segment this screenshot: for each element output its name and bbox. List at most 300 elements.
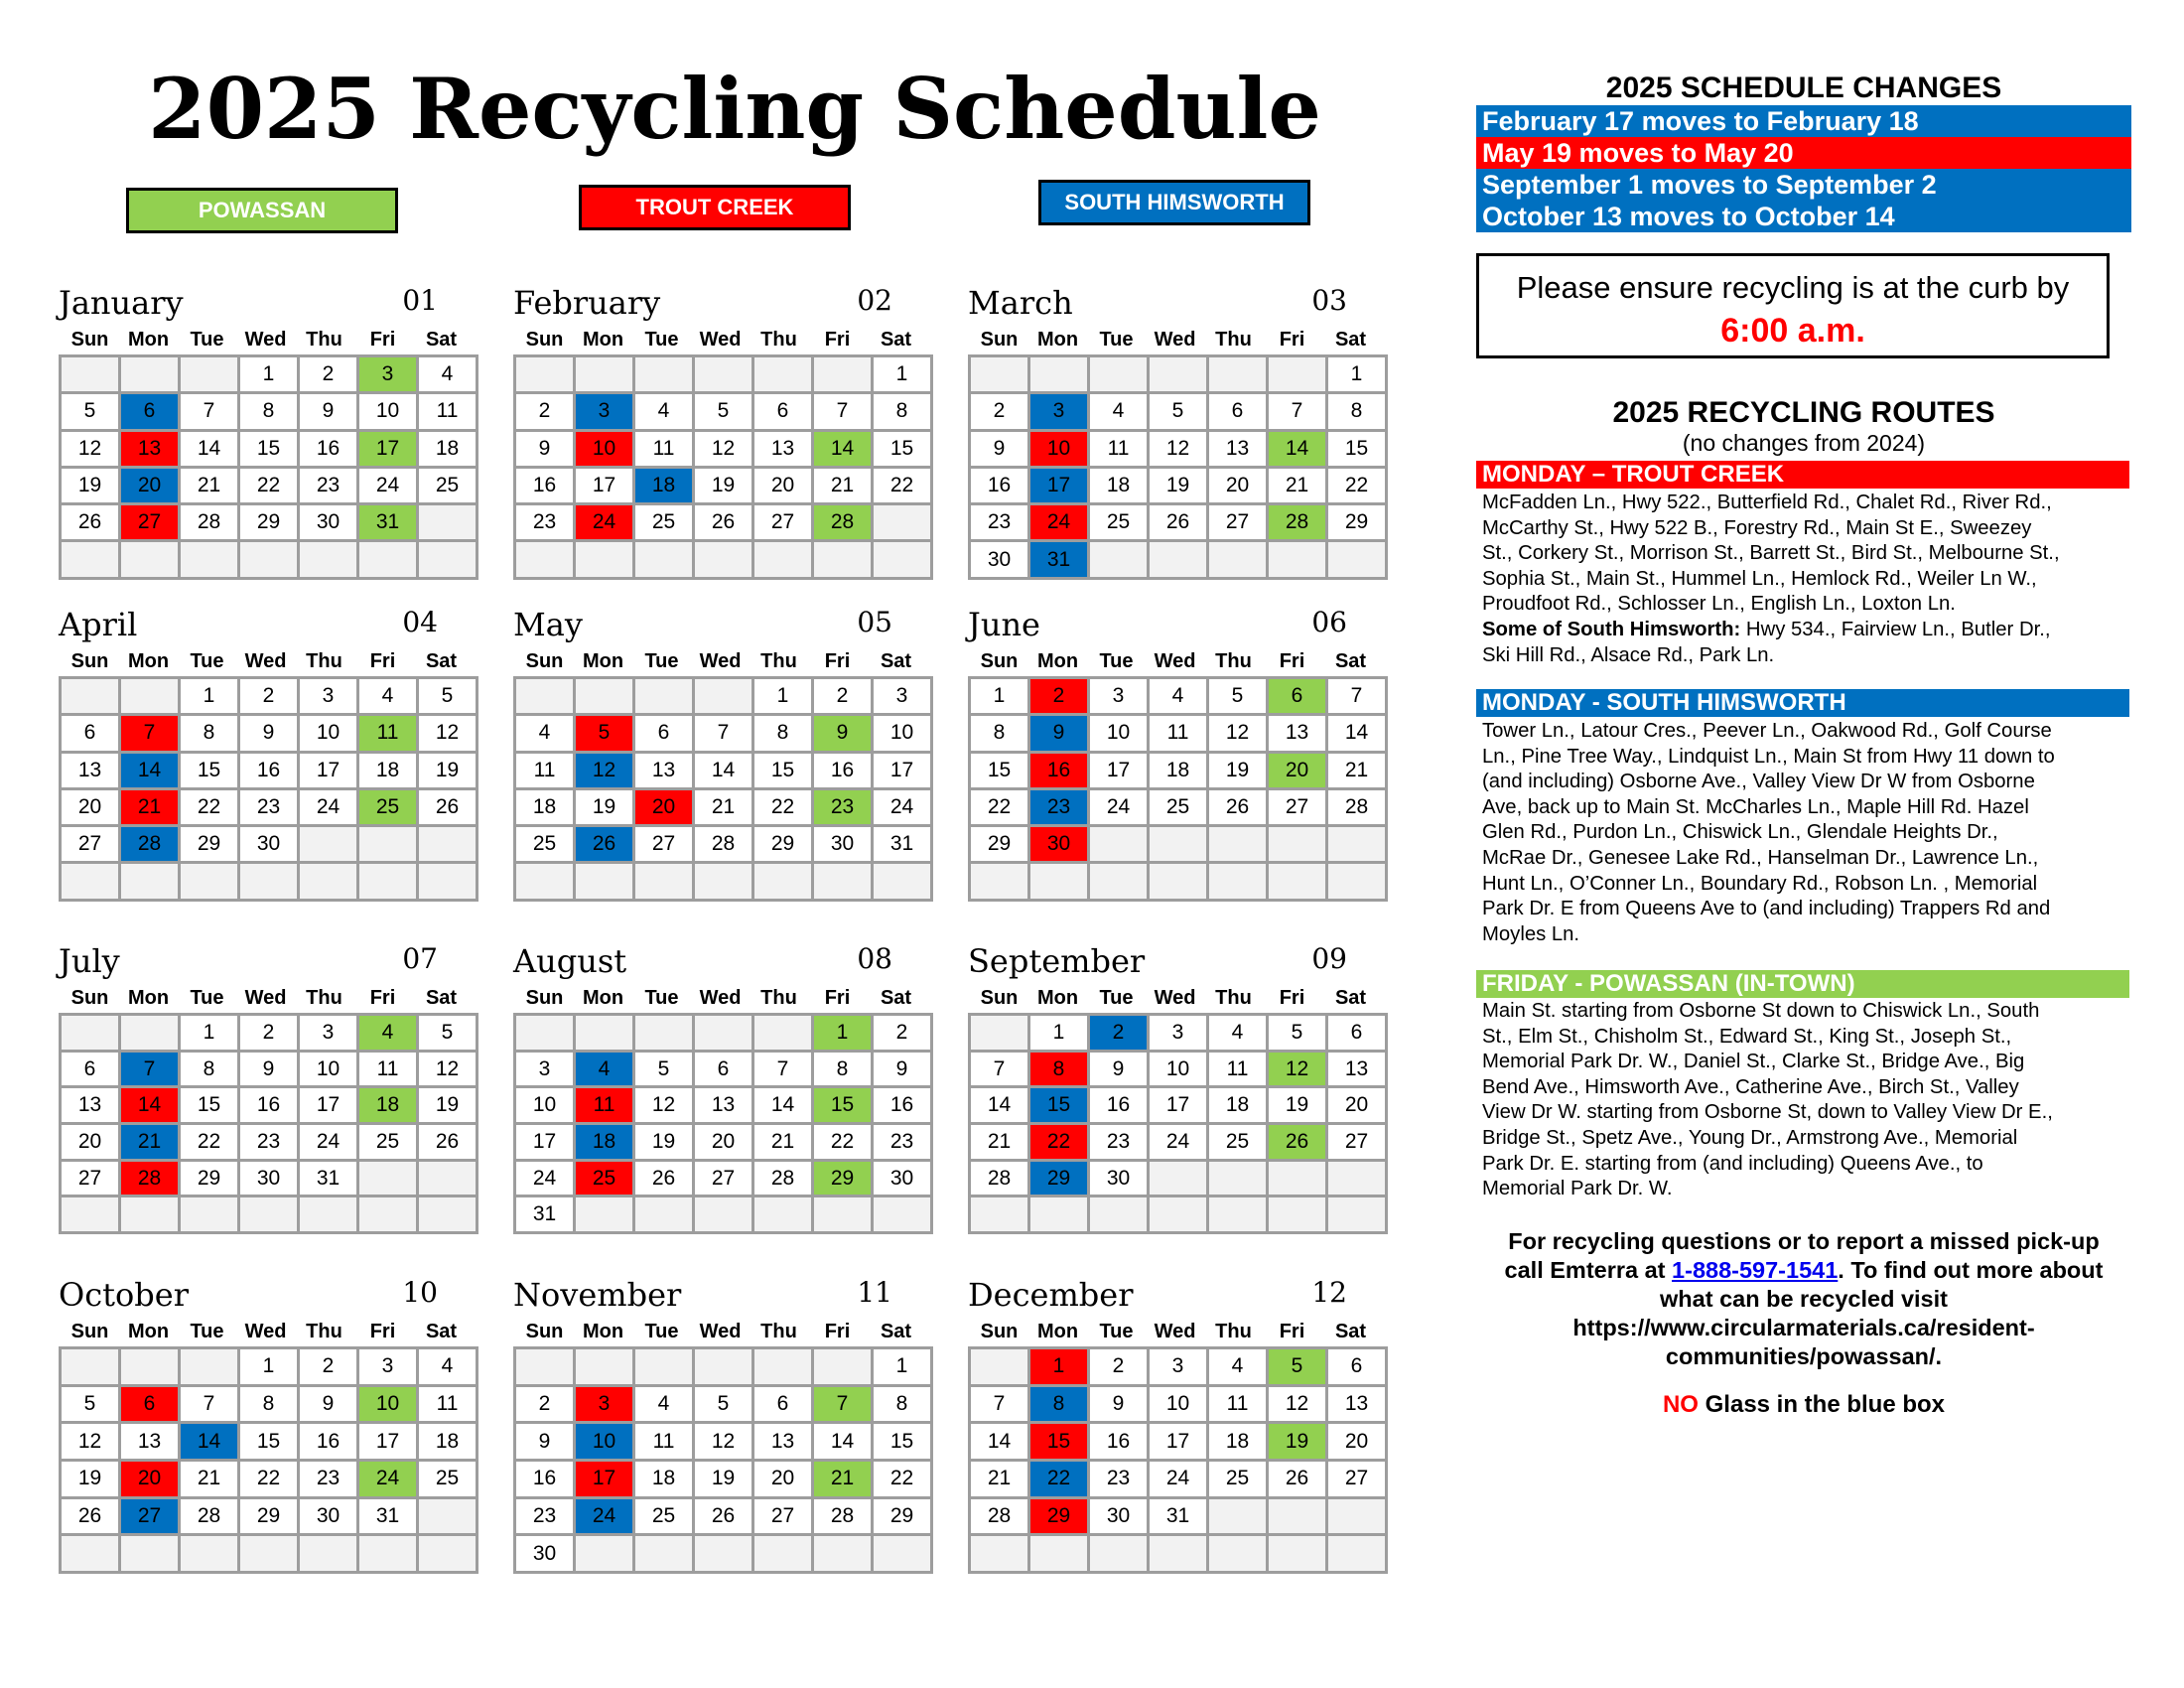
weekday-header (61, 325, 478, 354)
day-cell: 8 (814, 1053, 871, 1086)
day-cell: 13 (121, 1424, 178, 1459)
day-cell: 12 (695, 1424, 751, 1459)
empty-cell (576, 679, 632, 713)
empty-cell (359, 864, 416, 898)
day-cell: 23 (971, 505, 1027, 539)
day-cell: 5 (1269, 1349, 1325, 1384)
day-cell: 19 (1269, 1088, 1325, 1122)
day-cell: 16 (240, 754, 297, 787)
month-march (968, 281, 1387, 580)
routes-title: 2025 RECYCLING ROUTES (1612, 396, 1995, 429)
glass-notice (1476, 1390, 2131, 1420)
day-cell: 16 (874, 1088, 930, 1122)
day-cell: 20 (1328, 1088, 1385, 1122)
day-cell: 2 (1030, 679, 1087, 713)
weekday-label: Sun (980, 650, 1019, 672)
day-cell: 8 (754, 716, 811, 750)
contact-line: communities/powassan/. (1665, 1343, 1943, 1369)
empty-cell (814, 1197, 871, 1231)
day-cell: 11 (419, 1387, 476, 1422)
day-cell: 22 (814, 1125, 871, 1159)
day-cell: 1 (874, 1349, 930, 1384)
day-cell: 28 (971, 1499, 1027, 1534)
weekday-label: Sat (880, 987, 912, 1009)
day-cell: 4 (1150, 679, 1206, 713)
weekday-label: Mon (1036, 650, 1079, 672)
day-cell: 2 (300, 1349, 356, 1384)
day-cell: 3 (1090, 679, 1147, 713)
day-cell: 2 (814, 679, 871, 713)
weekday-label: Sat (1334, 650, 1367, 672)
day-cell: 27 (754, 1499, 811, 1534)
weekday-label: Mon (127, 650, 170, 672)
day-cell: 16 (1090, 1424, 1147, 1459)
day-cell: 4 (1209, 1349, 1266, 1384)
day-cell: 25 (635, 505, 692, 539)
month-number: 02 (857, 284, 892, 317)
day-cell: 31 (1030, 542, 1087, 576)
weekday-label: Sun (525, 987, 564, 1009)
empty-cell (62, 1016, 118, 1050)
day-cell: 20 (754, 1462, 811, 1496)
empty-cell (359, 542, 416, 576)
day-cell: 9 (240, 716, 297, 750)
empty-cell (754, 542, 811, 576)
day-cell: 19 (62, 469, 118, 502)
day-cell: 1 (754, 679, 811, 713)
empty-cell (359, 827, 416, 861)
empty-cell (1209, 1197, 1266, 1231)
day-cell: 20 (635, 790, 692, 824)
day-cell: 15 (1328, 432, 1385, 466)
month-grid (513, 1346, 933, 1574)
schedule-change-row: October 13 moves to October 14 (1476, 201, 2131, 232)
empty-cell (1269, 1197, 1325, 1231)
day-cell: 11 (635, 1424, 692, 1459)
day-cell: 13 (62, 754, 118, 787)
month-name: January (59, 284, 184, 322)
day-cell: 2 (300, 357, 356, 391)
day-cell: 5 (695, 394, 751, 428)
empty-cell (1030, 357, 1087, 391)
day-cell: 25 (1209, 1125, 1266, 1159)
empty-cell (300, 864, 356, 898)
empty-cell (1150, 1197, 1206, 1231)
month-name: May (513, 606, 583, 643)
weekday-label: Sun (525, 650, 564, 672)
month-header (513, 939, 932, 983)
empty-cell (516, 1349, 573, 1384)
day-cell: 14 (181, 432, 237, 466)
day-cell: 3 (1150, 1349, 1206, 1384)
day-cell: 29 (181, 1162, 237, 1196)
routes-subtitle: (no changes from 2024) (1682, 430, 1926, 456)
day-cell: 18 (1090, 469, 1147, 502)
empty-cell (576, 864, 632, 898)
month-name: August (513, 942, 627, 980)
day-cell: 23 (516, 1499, 573, 1534)
schedule-changes-title: 2025 SCHEDULE CHANGES (1605, 71, 2002, 104)
day-cell: 9 (874, 1053, 930, 1086)
day-cell: 20 (62, 1125, 118, 1159)
day-cell: 12 (62, 1424, 118, 1459)
month-grid (968, 354, 1388, 580)
empty-cell (1269, 864, 1325, 898)
day-cell: 26 (1150, 505, 1206, 539)
day-cell: 19 (576, 790, 632, 824)
day-cell: 19 (419, 754, 476, 787)
day-cell: 10 (1150, 1387, 1206, 1422)
month-name: March (968, 284, 1073, 322)
route-line: Ski Hill Rd., Alsace Rd., Park Ln. (1482, 643, 1775, 666)
weekday-label: Mon (127, 329, 170, 351)
day-cell: 24 (1150, 1462, 1206, 1496)
empty-cell (635, 357, 692, 391)
day-cell: 21 (1328, 754, 1385, 787)
route-line: Sophia St., Main St., Hummel Ln., Hemlock Rd., Weiler Ln W., (1482, 567, 2037, 590)
day-cell: 22 (971, 790, 1027, 824)
empty-cell (695, 864, 751, 898)
weekday-label: Wed (1154, 329, 1196, 351)
day-cell: 9 (300, 394, 356, 428)
empty-cell (1090, 1536, 1147, 1571)
day-cell: 27 (1209, 505, 1266, 539)
route-line: View Dr W. starting from Osborne St, down to Valley View Dr E., (1482, 1101, 2053, 1124)
day-cell: 23 (814, 790, 871, 824)
month-name: April (59, 606, 138, 643)
month-name: July (59, 942, 120, 980)
day-cell: 31 (516, 1197, 573, 1231)
weekday-label: Sat (880, 1321, 912, 1342)
day-cell: 21 (181, 1462, 237, 1496)
day-cell: 23 (1090, 1125, 1147, 1159)
empty-cell (1328, 827, 1385, 861)
day-cell: 26 (576, 827, 632, 861)
day-cell: 24 (516, 1162, 573, 1196)
day-cell: 15 (874, 432, 930, 466)
day-cell: 14 (695, 754, 751, 787)
empty-cell (635, 864, 692, 898)
weekday-label: Tue (190, 650, 224, 672)
empty-cell (576, 1016, 632, 1050)
empty-cell (181, 1349, 237, 1384)
weekday-label: Sat (880, 329, 912, 351)
empty-cell (419, 1197, 476, 1231)
day-cell: 6 (635, 716, 692, 750)
day-cell: 25 (359, 790, 416, 824)
day-cell: 30 (516, 1536, 573, 1571)
empty-cell (1150, 1536, 1206, 1571)
glass-no: NO (1662, 1391, 1699, 1418)
day-cell: 3 (1030, 394, 1087, 428)
day-cell: 16 (516, 469, 573, 502)
day-cell: 4 (359, 679, 416, 713)
month-september (968, 939, 1387, 1234)
day-cell: 8 (1328, 394, 1385, 428)
month-name: February (513, 284, 661, 322)
day-cell: 24 (576, 505, 632, 539)
weekday-label: Fri (369, 987, 396, 1009)
route-line: St., Elm St., Chisholm St., Edward St., King St., Joseph St., (1482, 1025, 2012, 1048)
empty-cell (576, 542, 632, 576)
day-cell: 7 (181, 394, 237, 428)
weekday-header (515, 983, 932, 1013)
empty-cell (121, 679, 178, 713)
route-line: Ave, back up to Main St. McCharles Ln., Maple Hill Rd. Hazel (1482, 795, 2029, 818)
route-bold-label: Some of South Himsworth: (1482, 618, 1741, 640)
schedule-changes-list (1476, 105, 2131, 232)
contact-line: what can be recycled visit (1660, 1286, 1948, 1312)
empty-cell (635, 1536, 692, 1571)
weekday-label: Tue (190, 987, 224, 1009)
month-name: September (968, 942, 1146, 980)
day-cell: 16 (971, 469, 1027, 502)
day-cell: 21 (695, 790, 751, 824)
day-cell: 26 (1269, 1462, 1325, 1496)
day-cell: 6 (754, 1387, 811, 1422)
weekday-label: Sat (425, 1321, 458, 1342)
day-cell: 6 (121, 394, 178, 428)
contact-line: https://www.circularmaterials.ca/resident- (1572, 1315, 2035, 1340)
day-cell: 5 (62, 1387, 118, 1422)
route-heading-south-himsworth: MONDAY - SOUTH HIMSWORTH (1476, 689, 2129, 717)
day-cell: 28 (121, 827, 178, 861)
weekday-label: Fri (1279, 987, 1305, 1009)
empty-cell (1090, 864, 1147, 898)
weekday-label: Wed (244, 650, 287, 672)
day-cell: 29 (1328, 505, 1385, 539)
route-line: (and including) Osborne Ave., Valley View Dr W from Osborne (1482, 771, 2035, 793)
empty-cell (576, 1536, 632, 1571)
empty-cell (1269, 357, 1325, 391)
empty-cell (814, 864, 871, 898)
month-number: 12 (1311, 1276, 1347, 1309)
day-cell: 26 (1209, 790, 1266, 824)
empty-cell (62, 357, 118, 391)
empty-cell (754, 1349, 811, 1384)
route-line: Park Dr. E from Queens Ave to (and including) Trappers Rd and (1482, 898, 2051, 920)
day-cell: 26 (419, 790, 476, 824)
day-cell: 29 (754, 827, 811, 861)
weekday-label: Mon (582, 1321, 624, 1342)
day-cell: 28 (121, 1162, 178, 1196)
month-number: 01 (402, 284, 438, 317)
empty-cell (1030, 864, 1087, 898)
day-cell: 6 (1328, 1016, 1385, 1050)
day-cell: 11 (635, 432, 692, 466)
day-cell: 28 (814, 1499, 871, 1534)
empty-cell (1150, 1162, 1206, 1196)
day-cell: 21 (971, 1125, 1027, 1159)
weekday-label: Mon (1036, 329, 1079, 351)
weekday-label: Fri (824, 329, 851, 351)
day-cell: 28 (1328, 790, 1385, 824)
weekday-label: Tue (644, 1321, 679, 1342)
route-body-south-himsworth (1482, 719, 2123, 947)
weekday-label: Fri (824, 1321, 851, 1342)
day-cell: 18 (1150, 754, 1206, 787)
empty-cell (695, 1536, 751, 1571)
day-cell: 27 (62, 827, 118, 861)
weekday-label: Thu (1215, 1321, 1252, 1342)
weekday-label: Tue (190, 1321, 224, 1342)
day-cell: 1 (1030, 1016, 1087, 1050)
day-cell: 21 (1269, 469, 1325, 502)
empty-cell (1090, 827, 1147, 861)
contact-info (1476, 1227, 2131, 1371)
contact-text: . To find out more about (1838, 1257, 2104, 1283)
empty-cell (635, 542, 692, 576)
empty-cell (1209, 1536, 1266, 1571)
day-cell: 17 (359, 432, 416, 466)
month-number: 10 (402, 1276, 438, 1309)
day-cell: 27 (695, 1162, 751, 1196)
day-cell: 20 (121, 1462, 178, 1496)
day-cell: 16 (300, 1424, 356, 1459)
day-cell: 23 (240, 1125, 297, 1159)
day-cell: 11 (516, 754, 573, 787)
day-cell: 20 (121, 469, 178, 502)
month-grid (513, 354, 933, 580)
empty-cell (516, 679, 573, 713)
month-february (513, 281, 932, 580)
month-header (968, 1273, 1387, 1317)
day-cell: 8 (971, 716, 1027, 750)
day-cell: 3 (1150, 1016, 1206, 1050)
empty-cell (1269, 1162, 1325, 1196)
day-cell: 13 (695, 1088, 751, 1122)
weekday-label: Sat (880, 650, 912, 672)
day-cell: 14 (814, 432, 871, 466)
empty-cell (576, 1197, 632, 1231)
empty-cell (121, 1536, 178, 1571)
month-january (59, 281, 478, 580)
empty-cell (754, 864, 811, 898)
day-cell: 23 (300, 1462, 356, 1496)
day-cell: 27 (1269, 790, 1325, 824)
day-cell: 7 (814, 394, 871, 428)
month-august (513, 939, 932, 1234)
day-cell: 25 (576, 1162, 632, 1196)
day-cell: 30 (874, 1162, 930, 1196)
empty-cell (754, 1016, 811, 1050)
day-cell: 9 (814, 716, 871, 750)
day-cell: 22 (1328, 469, 1385, 502)
weekday-label: Thu (760, 1321, 797, 1342)
day-cell: 19 (695, 1462, 751, 1496)
empty-cell (419, 827, 476, 861)
day-cell: 9 (240, 1053, 297, 1086)
day-cell: 8 (240, 394, 297, 428)
day-cell: 22 (874, 469, 930, 502)
empty-cell (1328, 1536, 1385, 1571)
month-grid (968, 676, 1388, 902)
empty-cell (971, 357, 1027, 391)
empty-cell (874, 1536, 930, 1571)
day-cell: 16 (1090, 1088, 1147, 1122)
weekday-label: Wed (1154, 1321, 1196, 1342)
day-cell: 17 (1090, 754, 1147, 787)
day-cell: 19 (695, 469, 751, 502)
day-cell: 28 (181, 505, 237, 539)
weekday-label: Wed (699, 987, 742, 1009)
day-cell: 10 (359, 394, 416, 428)
day-cell: 18 (635, 469, 692, 502)
day-cell: 15 (814, 1088, 871, 1122)
schedule-change-row: September 1 moves to September 2 (1476, 169, 2131, 201)
month-header (59, 939, 478, 983)
month-number: 04 (402, 606, 438, 638)
day-cell: 1 (181, 1016, 237, 1050)
day-cell: 14 (754, 1088, 811, 1122)
day-cell: 30 (1090, 1162, 1147, 1196)
empty-cell (62, 679, 118, 713)
day-cell: 8 (181, 1053, 237, 1086)
route-line: St., Corkery St., Morrison St., Barrett St., Bird St., Melbourne St., (1482, 542, 2060, 565)
day-cell: 26 (1269, 1125, 1325, 1159)
day-cell: 17 (1030, 469, 1087, 502)
day-cell: 15 (240, 432, 297, 466)
empty-cell (971, 1197, 1027, 1231)
day-cell: 12 (62, 432, 118, 466)
day-cell: 20 (754, 469, 811, 502)
weekday-label: Tue (1099, 1321, 1134, 1342)
empty-cell (1030, 1197, 1087, 1231)
day-cell: 14 (971, 1424, 1027, 1459)
day-cell: 13 (1328, 1053, 1385, 1086)
weekday-label: Wed (244, 1321, 287, 1342)
empty-cell (181, 1197, 237, 1231)
contact-line (1476, 1256, 2131, 1285)
day-cell: 27 (635, 827, 692, 861)
route-line: Moyles Ln. (1482, 922, 1580, 945)
day-cell: 17 (359, 1424, 416, 1459)
route-lines-south-himsworth (1482, 719, 2123, 947)
day-cell: 27 (1328, 1462, 1385, 1496)
empty-cell (1209, 864, 1266, 898)
month-number: 06 (1311, 606, 1347, 638)
day-cell: 13 (754, 1424, 811, 1459)
day-cell: 29 (240, 1499, 297, 1534)
weekday-label: Sat (1334, 987, 1367, 1009)
day-cell: 3 (516, 1053, 573, 1086)
day-cell: 3 (359, 1349, 416, 1384)
legend-powassan: POWASSAN (126, 188, 398, 233)
day-cell: 11 (359, 716, 416, 750)
route-heading-trout-creek: MONDAY – TROUT CREEK (1476, 461, 2129, 489)
day-cell: 4 (635, 394, 692, 428)
day-cell: 23 (240, 790, 297, 824)
day-cell: 17 (300, 1088, 356, 1122)
phone-link[interactable]: 1-888-597-1541 (1672, 1257, 1839, 1283)
weekday-label: Mon (1036, 1321, 1079, 1342)
day-cell: 22 (1030, 1462, 1087, 1496)
day-cell: 6 (62, 716, 118, 750)
day-cell: 25 (1150, 790, 1206, 824)
day-cell: 28 (181, 1499, 237, 1534)
weekday-header (515, 1317, 932, 1346)
day-cell: 31 (359, 505, 416, 539)
weekday-label: Wed (1154, 987, 1196, 1009)
day-cell: 25 (419, 1462, 476, 1496)
weekday-label: Sun (980, 329, 1019, 351)
empty-cell (971, 1016, 1027, 1050)
day-cell: 15 (240, 1424, 297, 1459)
day-cell: 22 (240, 469, 297, 502)
day-cell: 25 (516, 827, 573, 861)
empty-cell (1328, 1197, 1385, 1231)
day-cell: 24 (1030, 505, 1087, 539)
